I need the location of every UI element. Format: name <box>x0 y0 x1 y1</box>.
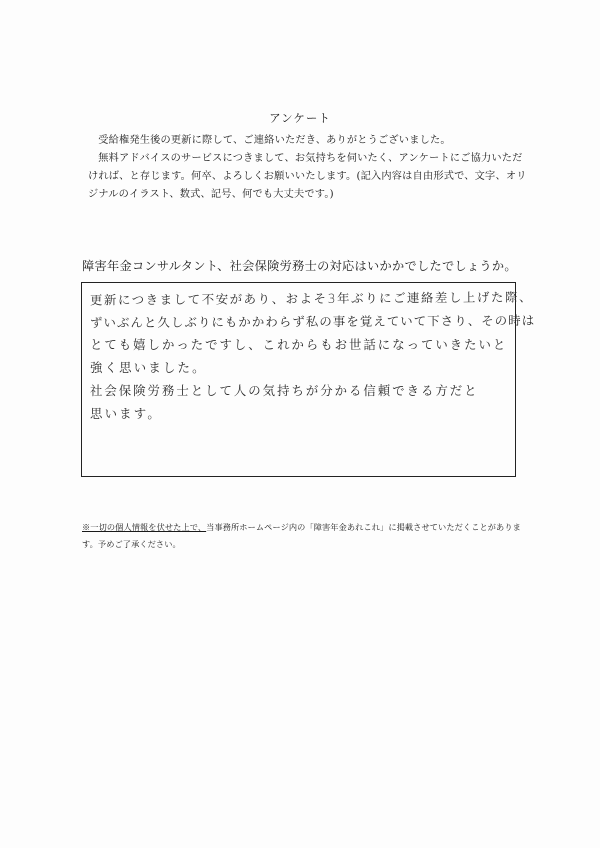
answer-line: 更新につきまして不安があり、およそ3年ぶりにご連絡差し上げた際、 <box>89 289 533 308</box>
intro-paragraph-1: 受給権発生後の更新に際して、ご連絡いただき、ありがとうございました。 <box>98 135 451 146</box>
survey-question: 障害年金コンサルタント、社会保険労務士の対応はいかかでしたでしょうか。 <box>82 259 517 273</box>
intro-paragraph-2: 無料アドバイスのサービスにつきまして、お気持ちを伺いたく、アンケートにご協力いただければ、と存じます。何卒、よろしくお願いいたします。(記入内容は自由形式で、文字、オリジナルのイラスト、数式、記号、何でも大丈夫です。) <box>88 153 527 200</box>
survey-title: アンケート <box>269 111 331 125</box>
handwritten-answer <box>89 287 536 425</box>
answer-line: 強く思いました。 <box>90 360 207 375</box>
answer-line: ずいぶんと久しぶりにもかかわらず私の事を覚えていて下さり、その時は <box>89 312 536 331</box>
survey-intro <box>88 132 528 204</box>
privacy-note-underlined: ※一切の個人情報を伏せた上で、 <box>82 522 207 532</box>
privacy-note <box>82 519 527 553</box>
answer-line: 思います。 <box>90 406 162 421</box>
answer-line: とても嬉しかったですし、これからもお世話になっていきたいと <box>90 337 508 352</box>
privacy-note-rest: 当事務所ホームページ内の「障害年金あれこれ」に掲載させていただくことがあります。予めご了承ください。 <box>82 522 521 549</box>
answer-line: 社会保険労務士として人の気持ちが分かる信頼できる方だと <box>90 383 479 398</box>
answer-box <box>81 282 536 477</box>
